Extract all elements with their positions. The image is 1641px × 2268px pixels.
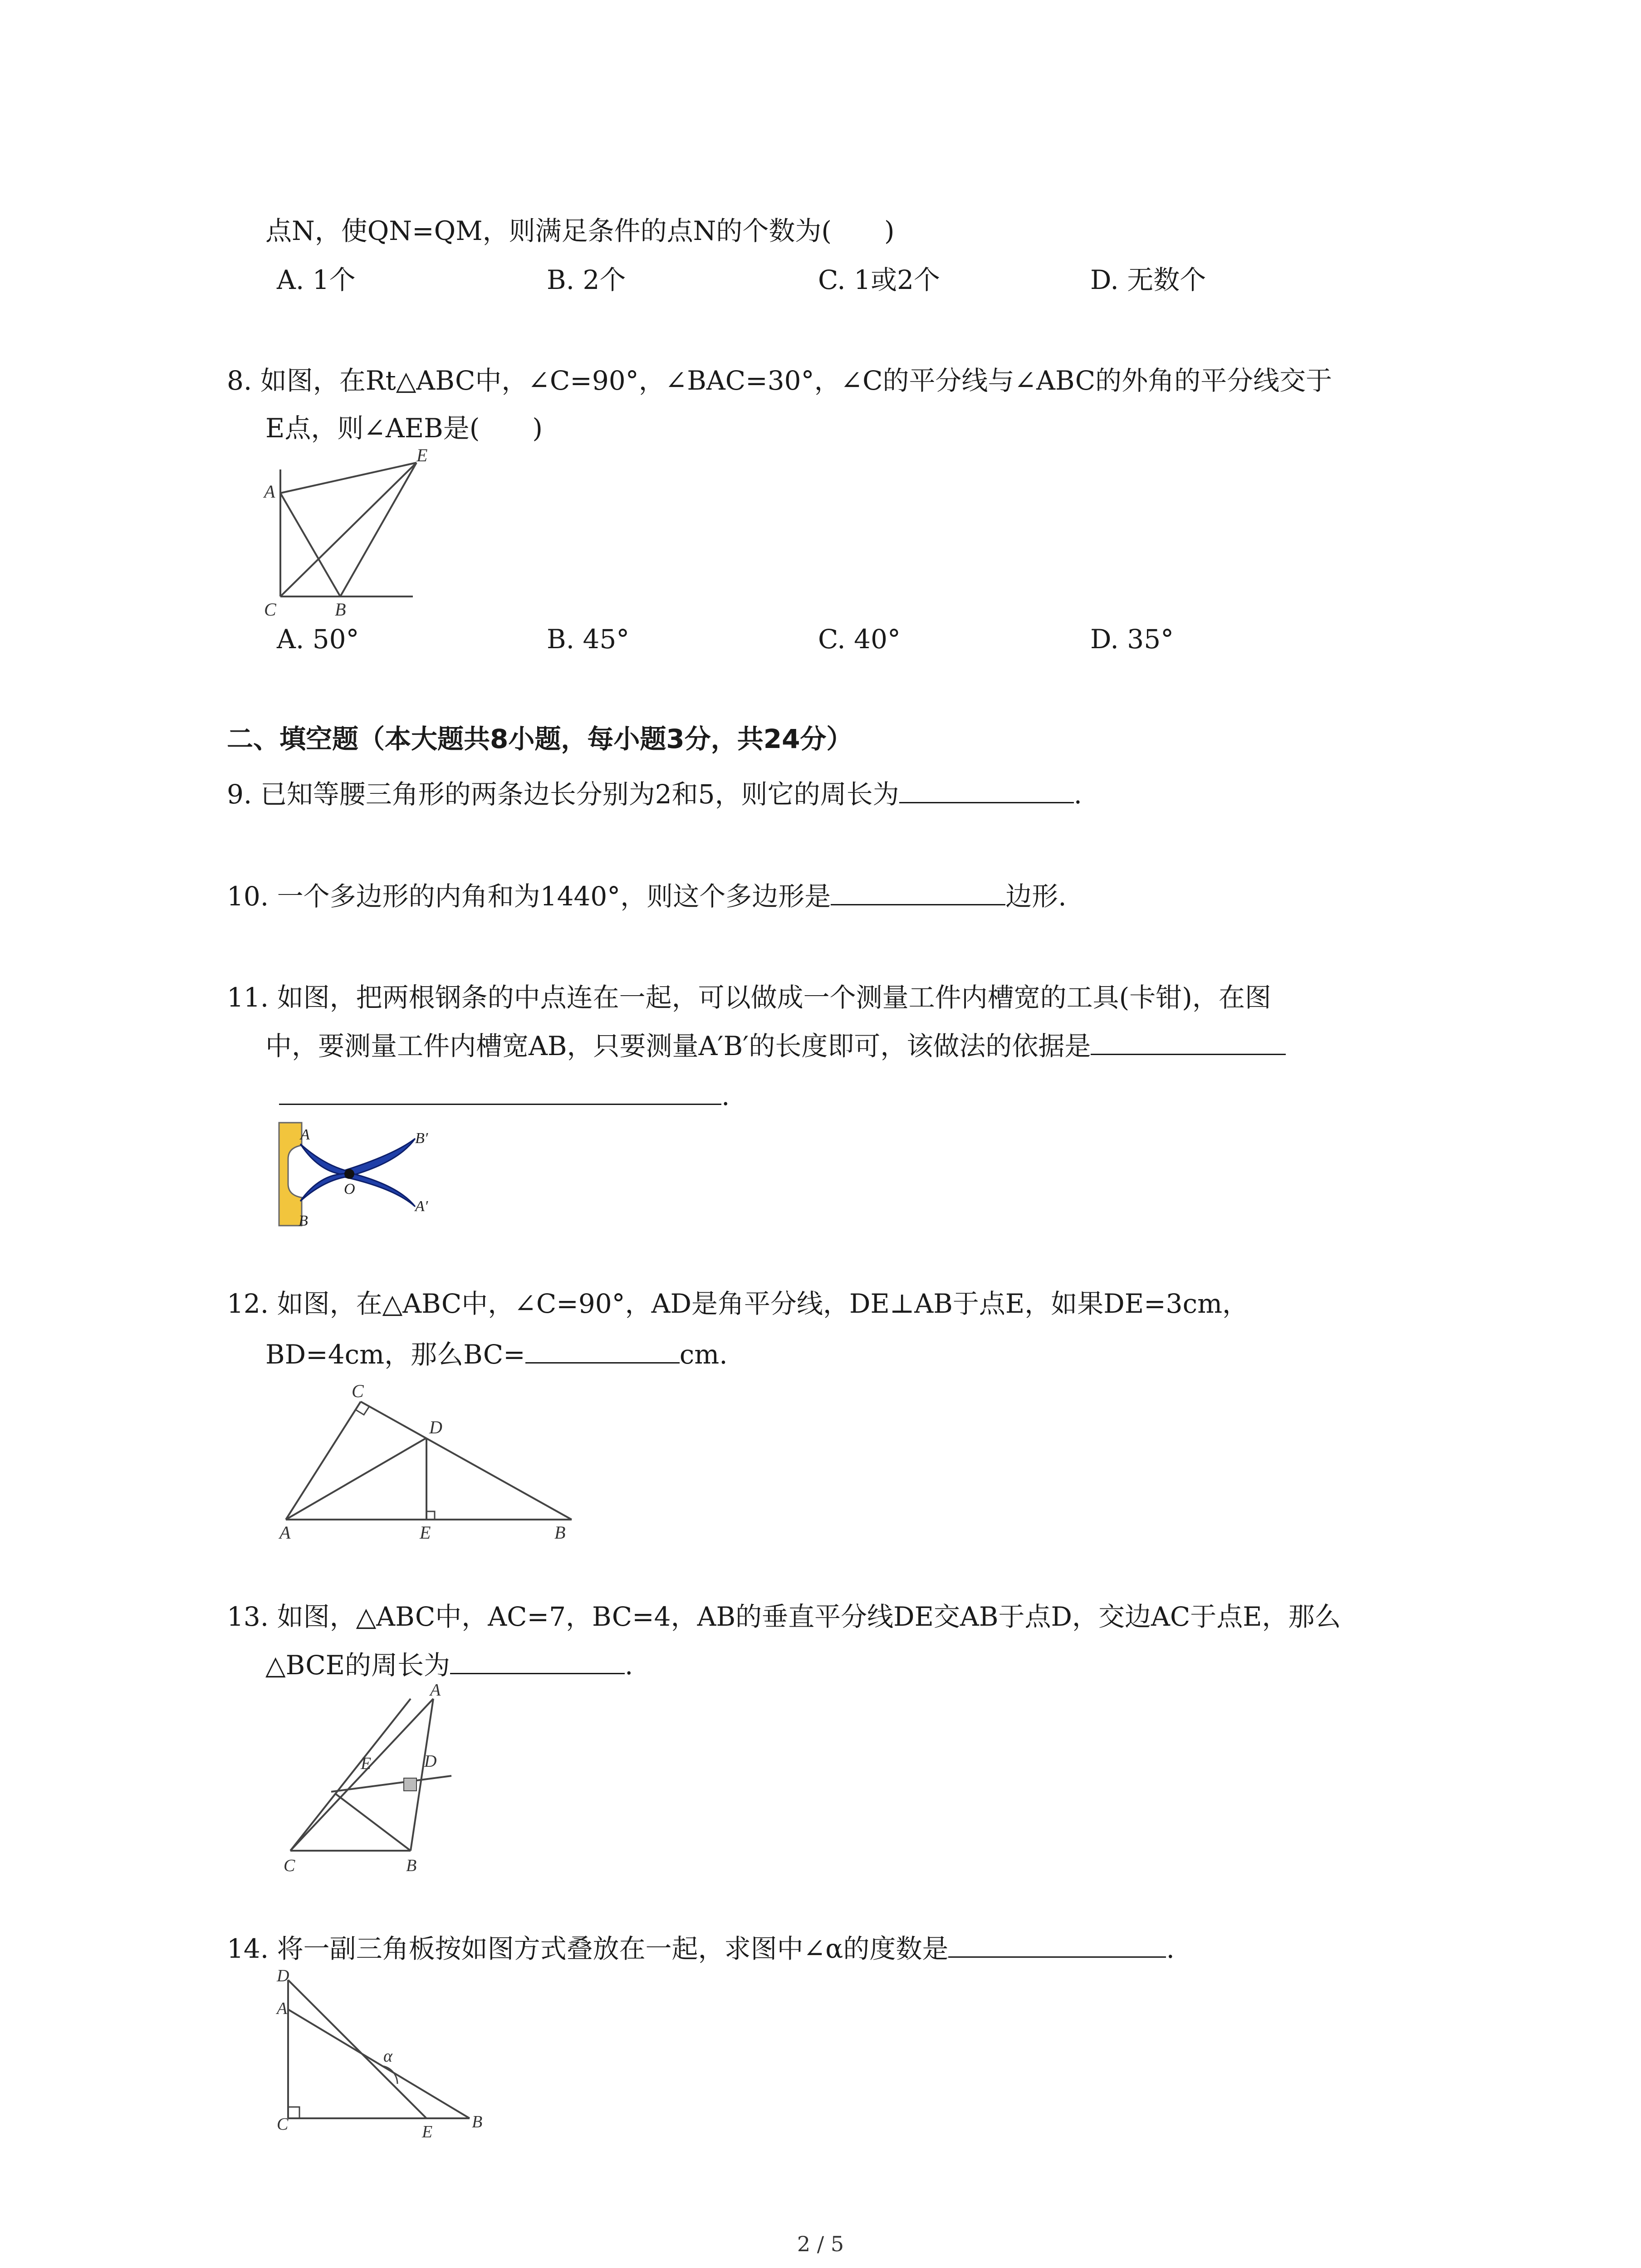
q14-answer-blank[interactable] <box>948 1930 1166 1958</box>
q11-label-a-prime: A′ <box>415 1198 428 1215</box>
q11-label-a: A <box>300 1126 310 1143</box>
q11-line-2 <box>265 1027 1286 1064</box>
q14-label-d: D <box>277 1966 289 1985</box>
q14-text: 14. 将一副三角板按如图方式叠放在一起，求图中∠α的度数是 <box>227 1933 949 1964</box>
q12-label-d: D <box>429 1417 442 1437</box>
q14-label-alpha: α <box>383 2047 392 2066</box>
q14-figure <box>272 1966 499 2141</box>
q12-answer-blank[interactable] <box>525 1336 680 1364</box>
q10-answer-blank[interactable] <box>831 878 1005 905</box>
q12-end: cm. <box>679 1339 728 1370</box>
q8-line-1: 8. 如图，在Rt△ABC中，∠C=90°，∠BAC=30°，∠C的平分线与∠ABC的外角的平分线交于 <box>227 365 1332 396</box>
q11-line-1: 11. 如图，把两根钢条的中点连在一起，可以做成一个测量工件内槽宽的工具(卡钳)，在图 <box>227 982 1271 1013</box>
q9-line <box>227 776 1082 812</box>
q8-label-a: A <box>264 481 275 502</box>
q8-option-d: D. 35° <box>1090 624 1174 655</box>
page-number: 2 / 5 <box>797 2232 844 2256</box>
q11-caliper-figure <box>277 1120 467 1229</box>
q13-label-c: C <box>284 1856 295 1875</box>
q13-answer-blank[interactable] <box>450 1647 625 1674</box>
q11-end: . <box>721 1080 730 1111</box>
q7-option-a: A. 1个 <box>277 264 356 295</box>
q13-line-2 <box>265 1647 633 1683</box>
q11-label-b: B <box>299 1212 308 1229</box>
q12-label-a: A <box>279 1522 291 1543</box>
q11-answer-blank-1[interactable] <box>1091 1027 1286 1055</box>
q7-continuation: 点N，使QN=QM，则满足条件的点N的个数为( ) <box>265 215 895 246</box>
q11-line-3 <box>279 1077 730 1114</box>
q8-figure <box>254 447 426 619</box>
q14-label-a: A <box>277 1999 288 2018</box>
q13-label-b: B <box>406 1856 417 1875</box>
q13-line-1: 13. 如图，△ABC中，AC=7，BC=4，AB的垂直平分线DE交AB于点D，交边AC于点E，那么 <box>227 1601 1341 1632</box>
q14-line <box>227 1930 1175 1966</box>
q14-end: . <box>1166 1933 1175 1964</box>
q12-figure <box>272 1374 581 1542</box>
q13-label-a: A <box>430 1681 441 1700</box>
q14-label-e: E <box>422 2122 433 2141</box>
q12-label-b: B <box>554 1522 566 1543</box>
q14-label-c: C <box>277 2115 289 2134</box>
q7-option-b: B. 2个 <box>547 264 626 295</box>
q8-label-c: C <box>264 599 276 620</box>
q12-line-1: 12. 如图，在△ABC中，∠C=90°，AD是角平分线，DE⊥AB于点E，如果DE=3cm， <box>227 1288 1249 1319</box>
q10-end: 边形. <box>1005 881 1067 912</box>
q10-line <box>227 878 1067 914</box>
q11-label-o: O <box>344 1181 355 1198</box>
q7-option-c: C. 1或2个 <box>818 264 940 295</box>
q13-label-d: D <box>424 1752 437 1771</box>
q7-option-d: D. 无数个 <box>1090 264 1206 295</box>
q11-answer-blank-2[interactable] <box>279 1077 721 1105</box>
q14-label-b: B <box>472 2112 483 2131</box>
q8-line-2: E点，则∠AEB是( ) <box>265 413 543 444</box>
q10-text: 10. 一个多边形的内角和为1440°，则这个多边形是 <box>227 881 831 912</box>
q8-option-b: B. 45° <box>547 624 630 655</box>
q8-option-c: C. 40° <box>818 624 901 655</box>
q8-option-a: A. 50° <box>277 624 359 655</box>
q12-line-2 <box>265 1336 728 1372</box>
section-heading: 二、填空题（本大题共8小题，每小题3分，共24分） <box>227 723 853 754</box>
q12-label-e: E <box>420 1522 431 1543</box>
q13-text: △BCE的周长为 <box>265 1650 451 1681</box>
q13-figure <box>272 1683 463 1882</box>
q9-answer-blank[interactable] <box>899 776 1074 803</box>
q8-label-e: E <box>416 445 428 465</box>
q13-end: . <box>625 1650 633 1681</box>
q9-text: 9. 已知等腰三角形的两条边长分别为2和5，则它的周长为 <box>227 779 899 810</box>
q11-text: 中，要测量工件内槽宽AB，只要测量A′B′的长度即可，该做法的依据是 <box>265 1031 1091 1061</box>
q13-label-e: E <box>361 1754 372 1773</box>
q12-text: BD=4cm，那么BC= <box>265 1339 525 1370</box>
q11-label-b-prime: B′ <box>415 1130 428 1147</box>
q9-end: . <box>1073 779 1083 810</box>
q8-label-b: B <box>335 599 346 620</box>
q12-label-c: C <box>352 1381 364 1401</box>
